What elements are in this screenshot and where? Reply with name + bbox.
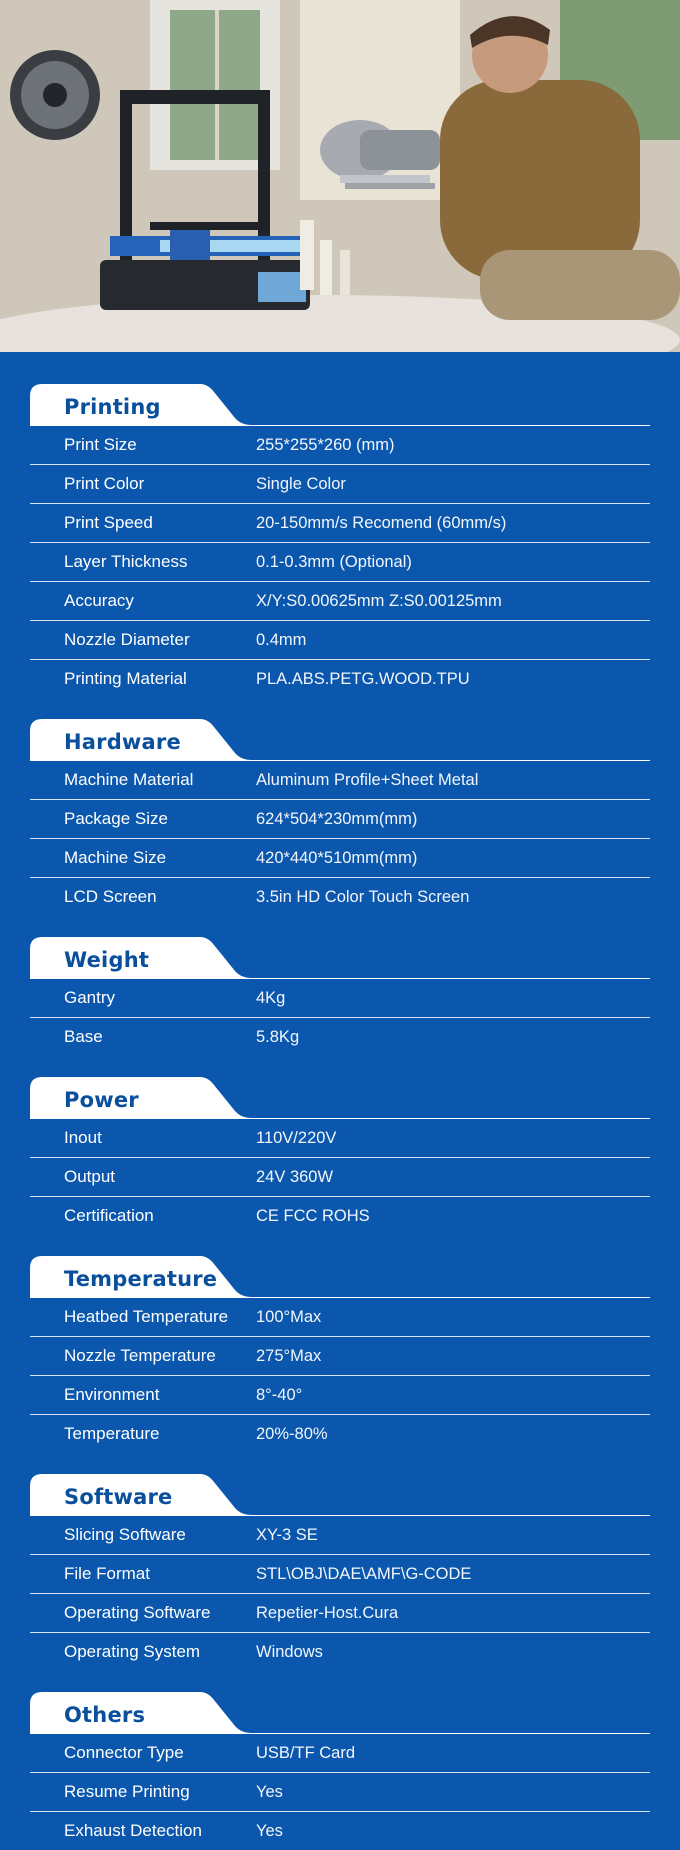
section-header <box>30 1692 650 1734</box>
spec-row <box>30 839 650 878</box>
section-header <box>30 719 650 761</box>
spec-value: 420*440*510mm(mm) <box>256 848 418 867</box>
section-header <box>30 937 650 979</box>
spec-row <box>30 1734 650 1773</box>
spec-row <box>30 1298 650 1337</box>
spec-value: Aluminum Profile+Sheet Metal <box>256 770 479 789</box>
spec-row <box>30 1018 650 1056</box>
spec-section-hardware <box>30 719 650 916</box>
spec-value: 0.1-0.3mm (Optional) <box>256 552 412 571</box>
spec-value: 24V 360W <box>256 1167 334 1186</box>
spec-label: Machine Size <box>64 848 167 867</box>
spec-label: Operating System <box>64 1642 201 1661</box>
spec-label: Environment <box>64 1385 160 1404</box>
spec-label: Operating Software <box>64 1603 211 1622</box>
spec-label: File Format <box>64 1564 150 1583</box>
spec-value: 0.4mm <box>256 630 307 649</box>
spec-value: 20-150mm/s Recomend (60mm/s) <box>256 513 507 532</box>
spec-label: Certification <box>64 1206 154 1225</box>
section-title: Software <box>64 1485 173 1509</box>
spec-label: Print Size <box>64 435 137 454</box>
spec-value: 4Kg <box>256 988 286 1007</box>
spec-value: STL\OBJ\DAE\AMF\G-CODE <box>256 1564 472 1583</box>
spec-row <box>30 1119 650 1158</box>
spec-value: Yes <box>256 1821 283 1840</box>
spec-value: 624*504*230mm(mm) <box>256 809 418 828</box>
section-header <box>30 1474 650 1516</box>
spec-value: PLA.ABS.PETG.WOOD.TPU <box>256 669 470 688</box>
spec-row <box>30 1555 650 1594</box>
spec-row <box>30 800 650 839</box>
printer-scene-illustration <box>0 0 680 352</box>
spec-value: USB/TF Card <box>256 1743 356 1762</box>
spec-row <box>30 1633 650 1671</box>
spec-value: CE FCC ROHS <box>256 1206 370 1225</box>
section-title: Power <box>64 1088 139 1112</box>
spec-row <box>30 582 650 621</box>
spec-row <box>30 1376 650 1415</box>
spec-label: Print Speed <box>64 513 153 532</box>
section-title: Weight <box>64 948 150 972</box>
spec-value: 8°-40° <box>256 1385 303 1404</box>
spec-value: Single Color <box>256 474 346 493</box>
spec-label: Heatbed Temperature <box>64 1307 229 1326</box>
spec-row <box>30 621 650 660</box>
spec-label: Slicing Software <box>64 1525 186 1544</box>
section-header <box>30 1077 650 1119</box>
spec-label: Printing Material <box>64 669 187 688</box>
spec-row <box>30 761 650 800</box>
spec-value: X/Y:S0.00625mm Z:S0.00125mm <box>256 591 502 610</box>
spec-row <box>30 878 650 916</box>
spec-label: Nozzle Diameter <box>64 630 190 649</box>
hero-image <box>0 0 680 352</box>
spec-section-power <box>30 1077 650 1235</box>
spec-section-printing <box>30 384 650 698</box>
spec-section-weight <box>30 937 650 1056</box>
spec-row <box>30 1773 650 1812</box>
spec-row <box>30 660 650 698</box>
spec-value: Windows <box>256 1642 323 1661</box>
spec-value: Repetier-Host.Cura <box>256 1603 399 1622</box>
spec-label: Accuracy <box>64 591 134 610</box>
spec-section-software <box>30 1474 650 1671</box>
section-title: Printing <box>64 395 161 419</box>
spec-label: Output <box>64 1167 116 1186</box>
spec-value: 5.8Kg <box>256 1027 300 1046</box>
spec-row <box>30 1594 650 1633</box>
spec-label: Connector Type <box>64 1743 184 1762</box>
spec-value: 100°Max <box>256 1307 322 1326</box>
spec-section-others <box>30 1692 650 1850</box>
spec-row <box>30 465 650 504</box>
spec-value: XY-3 SE <box>256 1525 318 1544</box>
spec-label: Exhaust Detection <box>64 1821 202 1840</box>
spec-row <box>30 426 650 465</box>
spec-label: Resume Printing <box>64 1782 190 1801</box>
spec-label: LCD Screen <box>64 887 157 906</box>
spec-row <box>30 1158 650 1197</box>
spec-label: Nozzle Temperature <box>64 1346 216 1365</box>
spec-value: 3.5in HD Color Touch Screen <box>256 887 470 906</box>
spec-label: Print Color <box>64 474 145 493</box>
spec-row <box>30 1337 650 1376</box>
spec-row <box>30 979 650 1018</box>
spec-label: Base <box>64 1027 103 1046</box>
spec-table <box>0 352 680 1850</box>
spec-label: Layer Thickness <box>64 552 188 571</box>
spec-label: Package Size <box>64 809 168 828</box>
spec-row <box>30 1415 650 1453</box>
spec-row <box>30 1812 650 1850</box>
section-title: Hardware <box>64 730 181 754</box>
spec-row <box>30 504 650 543</box>
spec-label: Temperature <box>64 1424 160 1443</box>
section-title: Temperature <box>64 1267 218 1291</box>
spec-section-temperature <box>30 1256 650 1453</box>
spec-label: Inout <box>64 1128 102 1147</box>
spec-value: 20%-80% <box>256 1424 328 1443</box>
spec-value: 110V/220V <box>256 1128 337 1147</box>
spec-value: Yes <box>256 1782 283 1801</box>
section-title: Others <box>64 1703 146 1727</box>
spec-value: 275°Max <box>256 1346 322 1365</box>
section-header <box>30 384 650 426</box>
spec-label: Machine Material <box>64 770 194 789</box>
section-header <box>30 1256 650 1298</box>
spec-row <box>30 1516 650 1555</box>
spec-value: 255*255*260 (mm) <box>256 435 395 454</box>
spec-row <box>30 1197 650 1235</box>
spec-label: Gantry <box>64 988 116 1007</box>
spec-row <box>30 543 650 582</box>
